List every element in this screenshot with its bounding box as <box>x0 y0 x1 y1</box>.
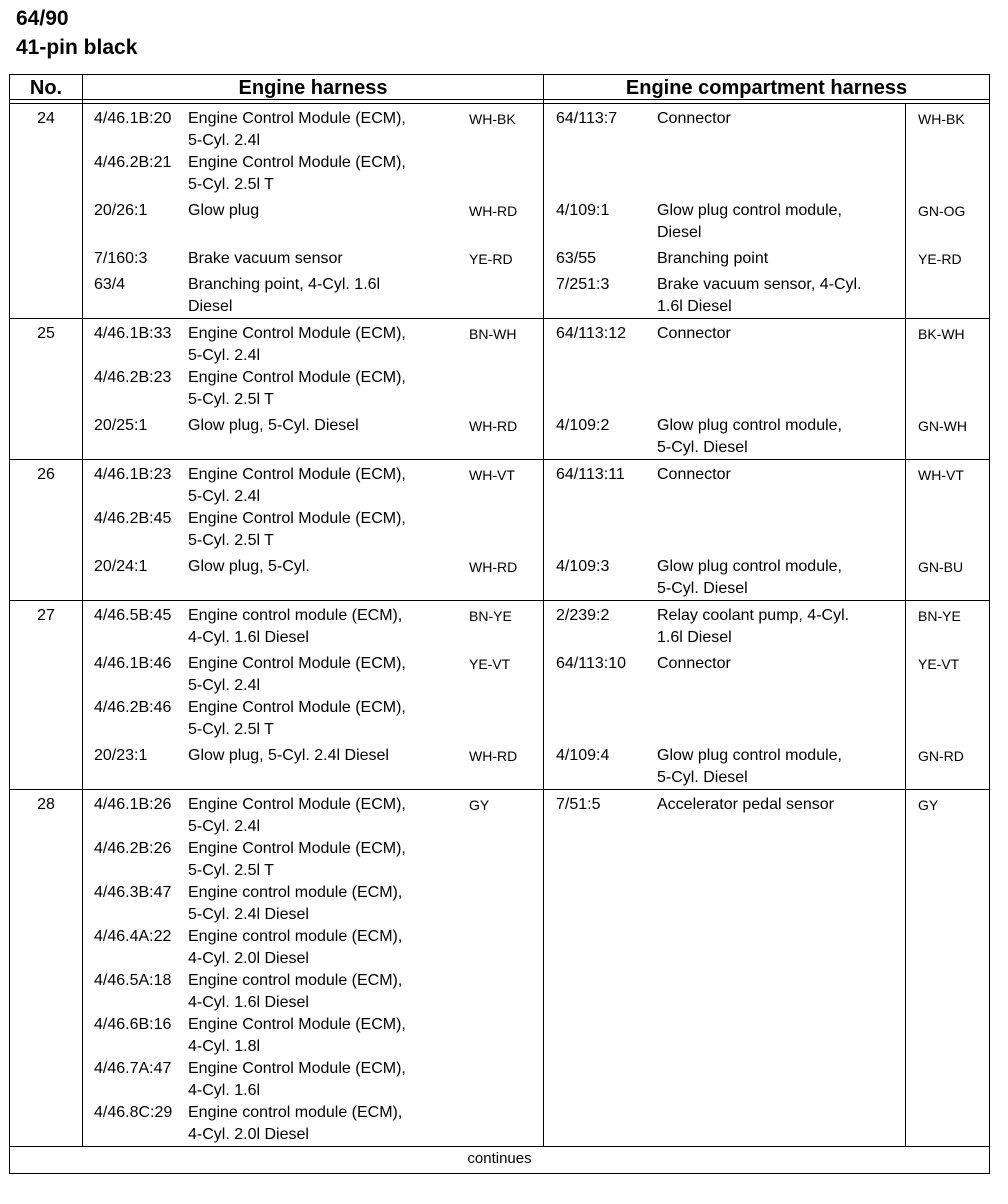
pin-group <box>10 104 989 319</box>
wire-row <box>83 411 989 459</box>
compartment-code-cell <box>544 411 647 459</box>
engine-component-variant: 5-Cyl. 2.5l T <box>188 862 274 879</box>
compartment-code-cell <box>544 460 647 552</box>
compartment-terminal-code: 7/51:5 <box>556 796 601 813</box>
spacer <box>94 904 186 926</box>
wire-row <box>83 552 989 600</box>
compartment-wire-color-cell <box>906 552 989 600</box>
engine-component: Engine Control Module (ECM), <box>188 325 406 342</box>
spacer <box>94 130 186 152</box>
engine-component: Glow plug, 5-Cyl. Diesel <box>188 417 359 434</box>
engine-component-variant: 4-Cyl. 1.6l <box>188 1082 261 1099</box>
spacer <box>94 992 186 1014</box>
pin-group <box>10 790 989 1147</box>
compartment-terminal-code: 64/113:11 <box>556 466 625 483</box>
engine-terminal-code: 4/46.5A:18 <box>94 972 172 989</box>
compartment-wire-color-cell <box>906 601 989 649</box>
engine-wire-color-cell <box>456 552 544 600</box>
compartment-component: Glow plug control module, <box>657 417 842 434</box>
engine-terminal-code: 4/46.2B:26 <box>94 840 172 857</box>
engine-description-cell <box>186 270 456 318</box>
compartment-component: 5-Cyl. Diesel <box>657 439 748 456</box>
compartment-component: Brake vacuum sensor, 4-Cyl. <box>657 276 862 293</box>
pin-group <box>10 460 989 601</box>
table-body <box>10 104 989 1147</box>
continues-note: continues <box>467 1150 532 1167</box>
engine-wire-color-cell <box>456 460 544 552</box>
engine-component: Engine control module (ECM), <box>188 928 403 945</box>
wire-color: GN-OG <box>918 203 966 219</box>
engine-component-variant: 4-Cyl. 2.0l Diesel <box>188 950 309 967</box>
engine-terminal-code: 20/26:1 <box>94 202 148 219</box>
wire-color: YE-VT <box>918 656 960 672</box>
compartment-wire-color-cell <box>906 741 989 789</box>
spacer <box>94 816 186 838</box>
pin-rows <box>83 601 989 789</box>
engine-component-variant: 4-Cyl. 1.6l Diesel <box>188 629 309 646</box>
pin-number: 27 <box>10 601 83 789</box>
engine-description-cell <box>186 104 456 196</box>
compartment-component: Glow plug control module, <box>657 747 842 764</box>
engine-component: Engine Control Module (ECM), <box>188 1016 406 1033</box>
engine-component: Engine Control Module (ECM), <box>188 655 406 672</box>
compartment-wire-color-cell <box>906 104 989 196</box>
engine-component-variant: 5-Cyl. 2.5l T <box>188 176 274 193</box>
spacer <box>94 860 186 882</box>
engine-component: Engine Control Module (ECM), <box>188 796 406 813</box>
compartment-component: 5-Cyl. Diesel <box>657 769 748 786</box>
pin-number: 25 <box>10 319 83 459</box>
engine-code-cell <box>83 319 186 411</box>
wire-color: GY <box>918 797 939 813</box>
compartment-wire-color-cell <box>906 411 989 459</box>
compartment-description-cell <box>647 244 906 270</box>
spacer <box>94 675 186 697</box>
compartment-description-cell <box>647 270 906 318</box>
wire-color: WH-RD <box>469 559 518 575</box>
wire-color: WH-VT <box>918 467 964 483</box>
engine-terminal-code: 63/4 <box>94 276 126 293</box>
engine-component: Engine Control Module (ECM), <box>188 466 406 483</box>
engine-component: Glow plug, 5-Cyl. 2.4l Diesel <box>188 747 389 764</box>
compartment-wire-color-cell <box>906 270 989 318</box>
spacer <box>94 948 186 970</box>
engine-terminal-code: 4/46.3B:47 <box>94 884 172 901</box>
compartment-component: 1.6l Diesel <box>657 298 732 315</box>
compartment-terminal-code: 4/109:4 <box>556 747 610 764</box>
wire-color: WH-RD <box>469 748 518 764</box>
engine-component: Branching point, 4-Cyl. 1.6l <box>188 276 381 293</box>
connector-number: 64/90 <box>16 7 69 30</box>
compartment-terminal-code: 63/55 <box>556 250 597 267</box>
engine-wire-color-cell <box>456 601 544 649</box>
engine-description-cell <box>186 319 456 411</box>
engine-component: Engine Control Module (ECM), <box>188 1060 406 1077</box>
compartment-terminal-code: 64/113:10 <box>556 655 626 672</box>
engine-terminal-code: 4/46.7A:47 <box>94 1060 172 1077</box>
engine-terminal-code: 20/24:1 <box>94 558 148 575</box>
compartment-wire-color-cell <box>906 790 989 1146</box>
engine-code-cell <box>83 552 186 600</box>
column-header-engine-compartment-harness: Engine compartment harness <box>625 77 908 99</box>
engine-wire-color-cell <box>456 319 544 411</box>
wire-color: GN-WH <box>918 418 967 434</box>
wire-row <box>83 460 989 552</box>
engine-code-cell <box>83 601 186 649</box>
pin-number: 28 <box>10 790 83 1146</box>
spacer <box>94 1124 186 1146</box>
compartment-terminal-code: 64/113:12 <box>556 325 626 342</box>
engine-terminal-code: 4/46.8C:29 <box>94 1104 173 1121</box>
engine-terminal-code: 4/46.6B:16 <box>94 1016 172 1033</box>
pin-group <box>10 601 989 790</box>
engine-component-variant: 5-Cyl. 2.5l T <box>188 391 274 408</box>
engine-terminal-code: 4/46.2B:21 <box>94 154 172 171</box>
harness-table <box>9 74 990 1174</box>
compartment-code-cell <box>544 790 647 1146</box>
compartment-component: 1.6l Diesel <box>657 629 732 646</box>
pin-rows <box>83 790 989 1146</box>
spacer <box>94 296 186 318</box>
page-header <box>16 4 137 62</box>
compartment-component: Connector <box>657 655 731 672</box>
engine-description-cell <box>186 601 456 649</box>
engine-terminal-code: 4/46.1B:20 <box>94 110 172 127</box>
engine-description-cell <box>186 741 456 789</box>
engine-description-cell <box>186 460 456 552</box>
wire-color: WH-BK <box>469 111 516 127</box>
compartment-code-cell <box>544 104 647 196</box>
compartment-wire-color-cell <box>906 319 989 411</box>
spacer <box>94 389 186 411</box>
engine-component: Engine Control Module (ECM), <box>188 110 406 127</box>
engine-component: Engine Control Module (ECM), <box>188 369 406 386</box>
engine-component: Engine Control Module (ECM), <box>188 840 406 857</box>
engine-code-cell <box>83 104 186 196</box>
pin-number: 24 <box>10 104 83 318</box>
compartment-component: Connector <box>657 325 731 342</box>
engine-wire-color-cell <box>456 244 544 270</box>
wire-color: GN-RD <box>918 748 964 764</box>
wire-color: YE-RD <box>469 251 513 267</box>
engine-wire-color-cell <box>456 196 544 244</box>
compartment-component: Glow plug control module, <box>657 202 842 219</box>
wire-color: WH-BK <box>918 111 965 127</box>
wire-row <box>83 601 989 649</box>
engine-code-cell <box>83 196 186 244</box>
wire-color: GN-BU <box>918 559 964 575</box>
compartment-code-cell <box>544 244 647 270</box>
engine-description-cell <box>186 649 456 741</box>
compartment-component: Glow plug control module, <box>657 558 842 575</box>
engine-component: Engine control module (ECM), <box>188 1104 403 1121</box>
engine-component: Brake vacuum sensor <box>188 250 343 267</box>
compartment-wire-color-cell <box>906 244 989 270</box>
engine-component-variant: 5-Cyl. 2.4l <box>188 488 261 505</box>
wire-color: BN-YE <box>469 608 512 624</box>
engine-terminal-code: 4/46.1B:46 <box>94 655 172 672</box>
compartment-wire-color-cell <box>906 460 989 552</box>
engine-terminal-code: 4/46.1B:26 <box>94 796 172 813</box>
engine-wire-color-cell <box>456 741 544 789</box>
compartment-description-cell <box>647 552 906 600</box>
compartment-wire-color-cell <box>906 649 989 741</box>
engine-code-cell <box>83 270 186 318</box>
compartment-terminal-code: 2/239:2 <box>556 607 610 624</box>
wire-row <box>83 649 989 741</box>
spacer <box>94 530 186 552</box>
compartment-description-cell <box>647 319 906 411</box>
compartment-component: Diesel <box>657 224 702 241</box>
engine-component: Engine Control Module (ECM), <box>188 699 406 716</box>
engine-wire-color-cell <box>456 411 544 459</box>
table-header <box>10 75 989 104</box>
engine-terminal-code: 20/23:1 <box>94 747 148 764</box>
engine-code-cell <box>83 790 186 1146</box>
wire-color: WH-VT <box>469 467 515 483</box>
wire-row <box>83 319 989 411</box>
compartment-description-cell <box>647 649 906 741</box>
engine-terminal-code: 20/25:1 <box>94 417 148 434</box>
engine-description-cell <box>186 244 456 270</box>
compartment-wire-color-cell <box>906 196 989 244</box>
engine-wire-color-cell <box>456 649 544 741</box>
wire-row <box>83 104 989 196</box>
wire-row <box>83 741 989 789</box>
wire-color: BN-WH <box>469 326 517 342</box>
pin-number: 26 <box>10 460 83 600</box>
engine-terminal-code: 4/46.1B:23 <box>94 466 172 483</box>
engine-code-cell <box>83 460 186 552</box>
engine-component-variant: 5-Cyl. 2.4l <box>188 347 261 364</box>
compartment-code-cell <box>544 196 647 244</box>
engine-component: Glow plug, 5-Cyl. <box>188 558 310 575</box>
engine-code-cell <box>83 649 186 741</box>
compartment-terminal-code: 7/251:3 <box>556 276 610 293</box>
engine-component-variant: 5-Cyl. 2.4l <box>188 818 261 835</box>
spacer <box>94 719 186 741</box>
compartment-component: Branching point <box>657 250 769 267</box>
engine-component-variant: 5-Cyl. 2.4l <box>188 677 261 694</box>
compartment-code-cell <box>544 601 647 649</box>
compartment-component: Connector <box>657 466 731 483</box>
engine-component: Engine Control Module (ECM), <box>188 510 406 527</box>
compartment-terminal-code: 4/109:3 <box>556 558 610 575</box>
spacer <box>94 1036 186 1058</box>
wire-row <box>83 790 989 1146</box>
compartment-description-cell <box>647 741 906 789</box>
compartment-description-cell <box>647 196 906 244</box>
compartment-terminal-code: 4/109:1 <box>556 202 610 219</box>
engine-component-variant: 4-Cyl. 1.8l <box>188 1038 261 1055</box>
column-header-engine-harness: Engine harness <box>83 75 544 103</box>
compartment-code-cell <box>544 741 647 789</box>
spacer <box>94 1080 186 1102</box>
engine-component-variant: 5-Cyl. 2.4l <box>188 132 261 149</box>
wire-color: WH-RD <box>469 418 518 434</box>
engine-terminal-code: 4/46.1B:33 <box>94 325 172 342</box>
pin-rows <box>83 460 989 600</box>
pin-rows <box>83 104 989 318</box>
pin-group <box>10 319 989 460</box>
engine-component: Glow plug <box>188 202 260 219</box>
engine-description-cell <box>186 790 456 1146</box>
engine-code-cell <box>83 244 186 270</box>
wire-row <box>83 270 989 318</box>
spacer <box>94 174 186 196</box>
engine-component-variant: 5-Cyl. 2.4l Diesel <box>188 906 309 923</box>
wire-row <box>83 196 989 244</box>
engine-wire-color-cell <box>456 790 544 1146</box>
column-header-no: No. <box>10 75 83 103</box>
engine-description-cell <box>186 411 456 459</box>
pin-rows <box>83 319 989 459</box>
engine-wire-color-cell <box>456 104 544 196</box>
wire-row <box>83 244 989 270</box>
engine-terminal-code: 4/46.2B:23 <box>94 369 172 386</box>
engine-terminal-code: 4/46.5B:45 <box>94 607 172 624</box>
wire-color: GY <box>469 797 490 813</box>
compartment-description-cell <box>647 790 906 1146</box>
compartment-terminal-code: 64/113:7 <box>556 110 618 127</box>
wire-color: WH-RD <box>469 203 518 219</box>
spacer <box>94 627 186 649</box>
wire-color: BK-WH <box>918 326 965 342</box>
compartment-terminal-code: 4/109:2 <box>556 417 610 434</box>
compartment-code-cell <box>544 319 647 411</box>
engine-component: Engine Control Module (ECM), <box>188 154 406 171</box>
spacer <box>94 486 186 508</box>
wire-color: BN-YE <box>918 608 961 624</box>
compartment-code-cell <box>544 270 647 318</box>
compartment-code-cell <box>544 552 647 600</box>
engine-description-cell <box>186 552 456 600</box>
compartment-component: Accelerator pedal sensor <box>657 796 834 813</box>
engine-component-variant: Diesel <box>188 298 233 315</box>
compartment-component: Connector <box>657 110 731 127</box>
engine-code-cell <box>83 411 186 459</box>
engine-code-cell <box>83 741 186 789</box>
compartment-component: 5-Cyl. Diesel <box>657 580 748 597</box>
connector-description: 41-pin black <box>16 36 138 59</box>
wire-color: YE-RD <box>918 251 962 267</box>
compartment-description-cell <box>647 601 906 649</box>
engine-terminal-code: 7/160:3 <box>94 250 148 267</box>
engine-terminal-code: 4/46.4A:22 <box>94 928 172 945</box>
compartment-component: Relay coolant pump, 4-Cyl. <box>657 607 850 624</box>
compartment-code-cell <box>544 649 647 741</box>
engine-component: Engine control module (ECM), <box>188 607 403 624</box>
engine-component-variant: 4-Cyl. 1.6l Diesel <box>188 994 309 1011</box>
engine-terminal-code: 4/46.2B:46 <box>94 699 172 716</box>
wire-color: YE-VT <box>469 656 511 672</box>
engine-description-cell <box>186 196 456 244</box>
engine-terminal-code: 4/46.2B:45 <box>94 510 172 527</box>
engine-component: Engine control module (ECM), <box>188 972 403 989</box>
engine-component-variant: 4-Cyl. 2.0l Diesel <box>188 1126 309 1143</box>
compartment-description-cell <box>647 104 906 196</box>
engine-wire-color-cell <box>456 270 544 318</box>
compartment-description-cell <box>647 460 906 552</box>
spacer <box>94 345 186 367</box>
engine-component-variant: 5-Cyl. 2.5l T <box>188 532 274 549</box>
engine-component-variant: 5-Cyl. 2.5l T <box>188 721 274 738</box>
engine-component: Engine control module (ECM), <box>188 884 403 901</box>
compartment-description-cell <box>647 411 906 459</box>
